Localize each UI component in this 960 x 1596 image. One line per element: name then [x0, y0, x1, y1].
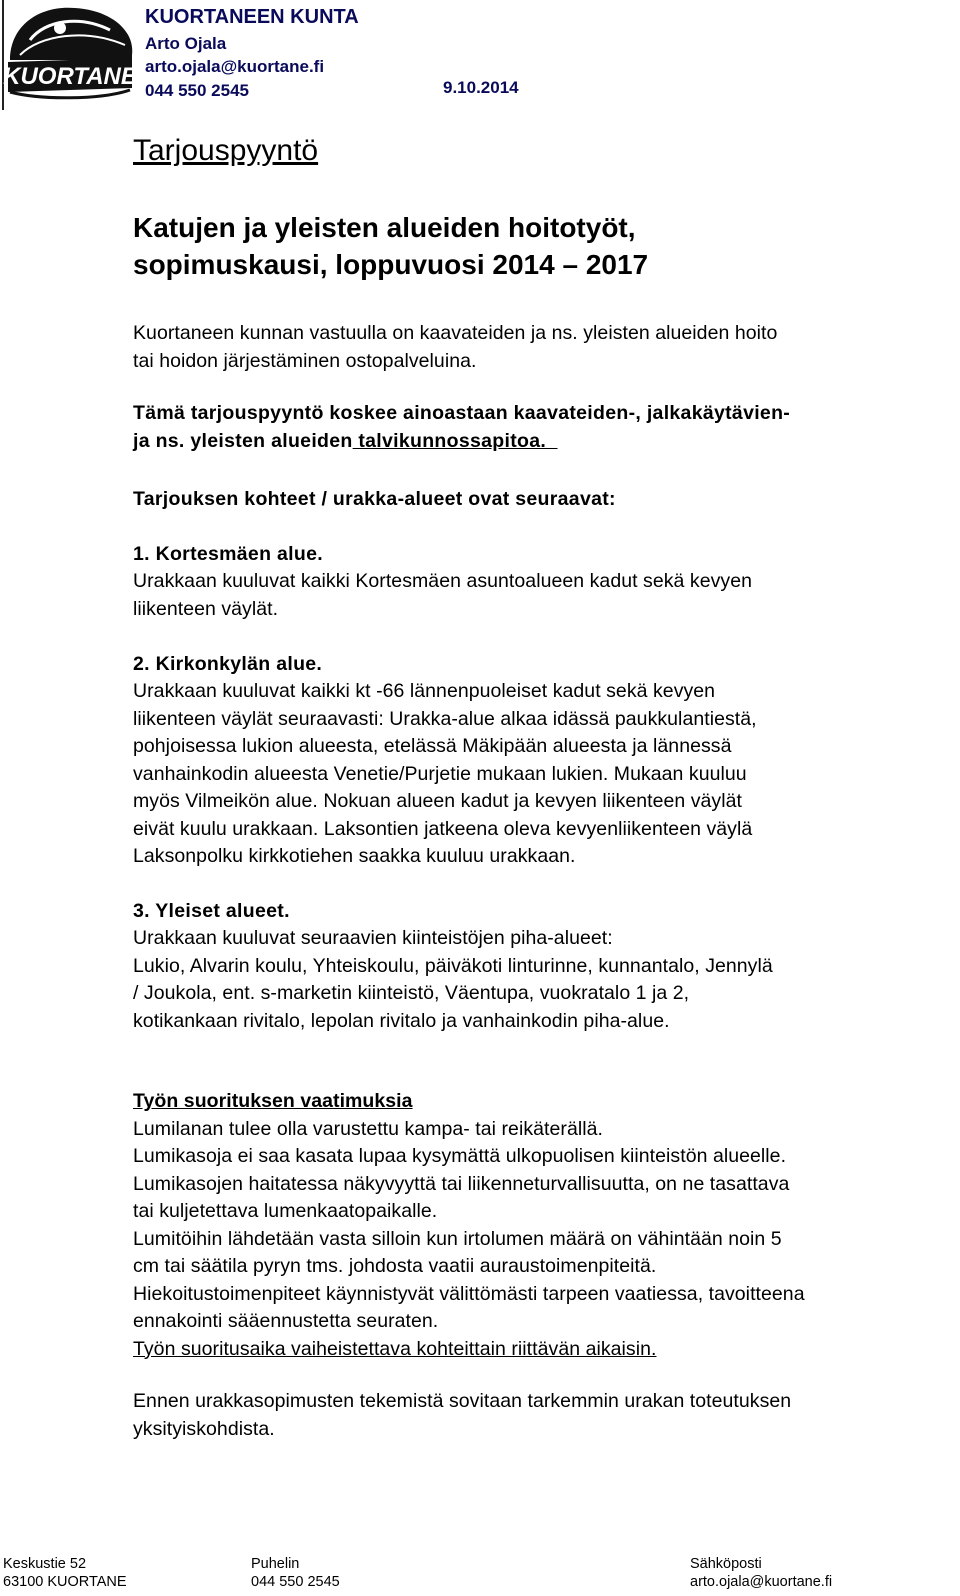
- subtitle-line: Katujen ja yleisten alueiden hoitotyöt,: [133, 212, 636, 243]
- intro-line: Kuortaneen kunnan vastuulla on kaavateiden ja ns. yleisten alueiden hoito: [133, 322, 778, 344]
- intro-paragraph: [133, 320, 948, 375]
- footer-phone-value: 044 550 2545: [251, 1574, 340, 1590]
- contact-email: arto.ojala@kuortane.fi: [145, 57, 325, 76]
- area3-text: [133, 925, 948, 1035]
- area1-line: Urakkaan kuuluvat kaikki Kortesmäen asuntoalueen kadut sekä kevyen: [133, 570, 752, 592]
- requirement-line: Lumitöihin lähdetään vasta silloin kun irtolumen määrä on vähintään noin 5: [133, 1227, 782, 1250]
- footer-email-label: Sähköposti: [690, 1556, 762, 1572]
- area1-text: [133, 568, 948, 623]
- area3-line: / Joukola, ent. s-marketin kiinteistö, Väentupa, vuokratalo 1 ja 2,: [133, 982, 690, 1004]
- footer-phone-label: Puhelin: [251, 1556, 300, 1572]
- scope-text: ja ns. yleisten alueiden: [133, 429, 353, 452]
- requirement-line: ennakointi sääennustetta seuraten.: [133, 1310, 439, 1332]
- area2-line: Laksonpolku kirkkotiehen saakka kuuluu urakkaan.: [133, 845, 576, 867]
- footer-address: [3, 1555, 127, 1591]
- contact-name: Arto Ojala: [145, 34, 227, 53]
- closing-line: Ennen urakkasopimusten tekemistä sovitaan tarkemmin urakan toteutuksen: [133, 1390, 792, 1412]
- footer-phone: [251, 1555, 340, 1591]
- svg-text:KUORTANE: KUORTANE: [3, 63, 137, 90]
- footer-email-value: arto.ojala@kuortane.fi: [690, 1574, 833, 1590]
- closing-paragraph: [133, 1388, 948, 1443]
- subtitle-line: sopimuskausi, loppuvuosi 2014 – 2017: [133, 249, 649, 280]
- intro-line: tai hoidon järjestäminen ostopalveluina.: [133, 349, 477, 372]
- document-subtitle: [133, 209, 933, 283]
- requirement-underlined-line: Työn suoritusaika vaiheistettava kohteittain riittävän aikaisin.: [133, 1337, 657, 1360]
- footer-postcode: 63100 KUORTANE: [3, 1574, 127, 1590]
- requirement-line: Lumikasoja ei saa kasata lupaa kysymättä ulkopuolisen kiinteistön alueelle.: [133, 1145, 787, 1167]
- area3-line: Lukio, Alvarin koulu, Yhteiskoulu, päiväkoti linturinne, kunnantalo, Jennylä: [133, 954, 773, 977]
- scope-line: [133, 428, 790, 456]
- requirement-line: Lumikasojen haitatessa näkyvyyttä tai liikenneturvallisuutta, on ne tasattava: [133, 1172, 790, 1195]
- kuortane-logo: [0, 0, 140, 110]
- footer-street: Keskustie 52: [3, 1556, 87, 1572]
- requirement-line: Hiekoitustoimenpiteet käynnistyvät välittömästi tarpeen vaatiessa, tavoitteena: [133, 1282, 805, 1305]
- area2-line: eivät kuulu urakkaan. Laksontien jatkeena oleva kevyenliikenteen väylä: [133, 817, 753, 840]
- scope-line: Tämä tarjouspyyntö koskee ainoastaan kaavateiden-, jalkakäytävien-: [133, 402, 791, 424]
- area3-line: Urakkaan kuuluvat seuraavien kiinteistöjen piha-alueet:: [133, 927, 613, 949]
- page-title: Tarjouspyyntö: [133, 134, 319, 167]
- area2-line: vanhainkodin alueesta Venetie/Purjetie mukaan lukien. Mukaan kuuluu: [133, 762, 747, 785]
- scope-paragraph: [133, 400, 790, 455]
- area1-heading: 1. Kortesmäen alue.: [133, 543, 323, 565]
- area2-line: Urakkaan kuuluvat kaikki kt -66 lännenpuoleiset kadut sekä kevyen: [133, 680, 716, 702]
- requirements-heading: Työn suorituksen vaatimuksia: [133, 1090, 413, 1112]
- targets-heading: Tarjouksen kohteet / urakka-alueet ovat seuraavat:: [133, 488, 616, 510]
- requirement-line: tai kuljetettava lumenkaatopaikalle.: [133, 1200, 438, 1222]
- contact-phone: 044 550 2545: [145, 81, 249, 100]
- org-name: KUORTANEEN KUNTA: [145, 6, 359, 28]
- area2-heading: 2. Kirkonkylän alue.: [133, 653, 323, 675]
- area2-text: [133, 678, 948, 871]
- document-date: 9.10.2014: [443, 78, 519, 97]
- scope-emphasis: talvikunnossapitoa.: [352, 429, 558, 452]
- closing-line: yksityiskohdista.: [133, 1417, 275, 1440]
- requirement-line: cm tai säätila pyryn tms. johdosta vaatii auraustoimenpiteitä.: [133, 1255, 657, 1277]
- footer-email: [690, 1555, 832, 1591]
- area3-line: kotikankaan rivitalo, lepolan rivitalo ja vanhainkodin piha-alue.: [133, 1009, 670, 1032]
- requirement-line: Lumilanan tulee olla varustettu kampa- tai reikäterällä.: [133, 1117, 603, 1140]
- area1-line: liikenteen väylät.: [133, 597, 279, 620]
- area3-heading: 3. Yleiset alueet.: [133, 900, 290, 922]
- area2-line: pohjoisessa lukion alueesta, etelässä Mäkipään alueesta ja lännessä: [133, 735, 732, 757]
- area2-line: myös Vilmeikön alue. Nokuan alueen kadut ja kevyen liikenteen väylät: [133, 790, 742, 812]
- area2-line: liikenteen väylät seuraavasti: Urakka-alue alkaa idässä paukkulantiestä,: [133, 707, 757, 730]
- requirements-section: [133, 1088, 948, 1363]
